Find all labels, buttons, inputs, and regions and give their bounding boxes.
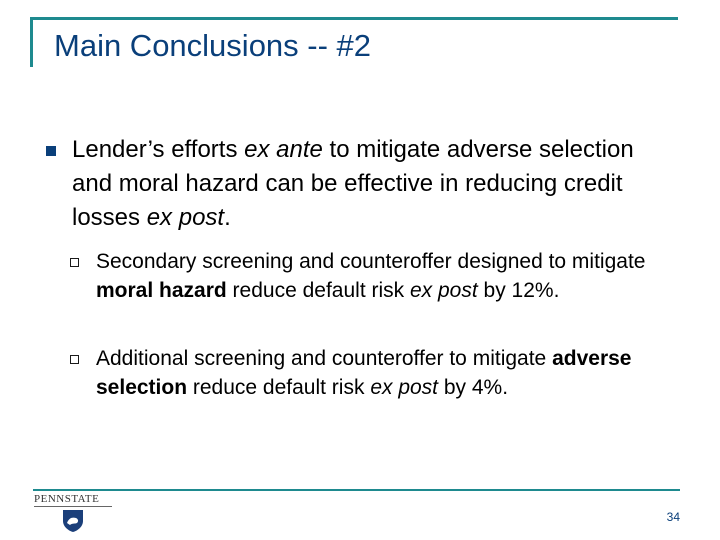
sub-bullet-bold-term: adverse selection [96, 347, 632, 399]
footer-line [33, 489, 680, 491]
sub-bullet-italic-term: ex post [370, 376, 439, 399]
slide-title: Main Conclusions -- #2 [54, 28, 372, 63]
sub-bullet-text-part: by 12%. [477, 279, 560, 302]
main-bullet-text-part: to mitigate adverse selection and moral hazard can be effective in reducing credit losses [72, 136, 634, 231]
penn-state-logo [34, 493, 114, 535]
main-bullet-italic-ex-ante: ex ante [244, 136, 323, 163]
sub-bullet-marker [70, 355, 79, 364]
main-bullet-text-part: . [224, 204, 231, 231]
title-frame-left-line [30, 17, 33, 67]
logo-rule [34, 506, 112, 507]
sub-bullet-text-part: Secondary screening and counteroffer designed to mitigate [96, 250, 646, 273]
main-bullet-text-part: Lender’s efforts [72, 136, 245, 163]
sub-bullet-text-part: Additional screening and counteroffer to mitigate [96, 347, 553, 370]
shield-icon [62, 509, 84, 533]
logo-wordmark: PENNSTATE [34, 493, 100, 505]
main-bullet-marker [46, 146, 56, 156]
sub-bullet-text-part: reduce default risk [226, 279, 410, 302]
sub-bullet-text-1 [96, 247, 696, 305]
sub-bullet-text-part: reduce default risk [187, 376, 371, 399]
sub-bullet-text-part: by 4%. [438, 376, 509, 399]
main-bullet-italic-ex-post: ex post [146, 204, 225, 231]
sub-bullet-text-2 [96, 344, 696, 402]
sub-bullet-italic-term: ex post [409, 279, 478, 302]
main-bullet-text [72, 133, 672, 235]
sub-bullet-marker [70, 258, 79, 267]
sub-bullet-bold-term: moral hazard [96, 279, 227, 302]
title-frame-top-line [30, 17, 678, 20]
page-number: 34 [666, 510, 680, 524]
